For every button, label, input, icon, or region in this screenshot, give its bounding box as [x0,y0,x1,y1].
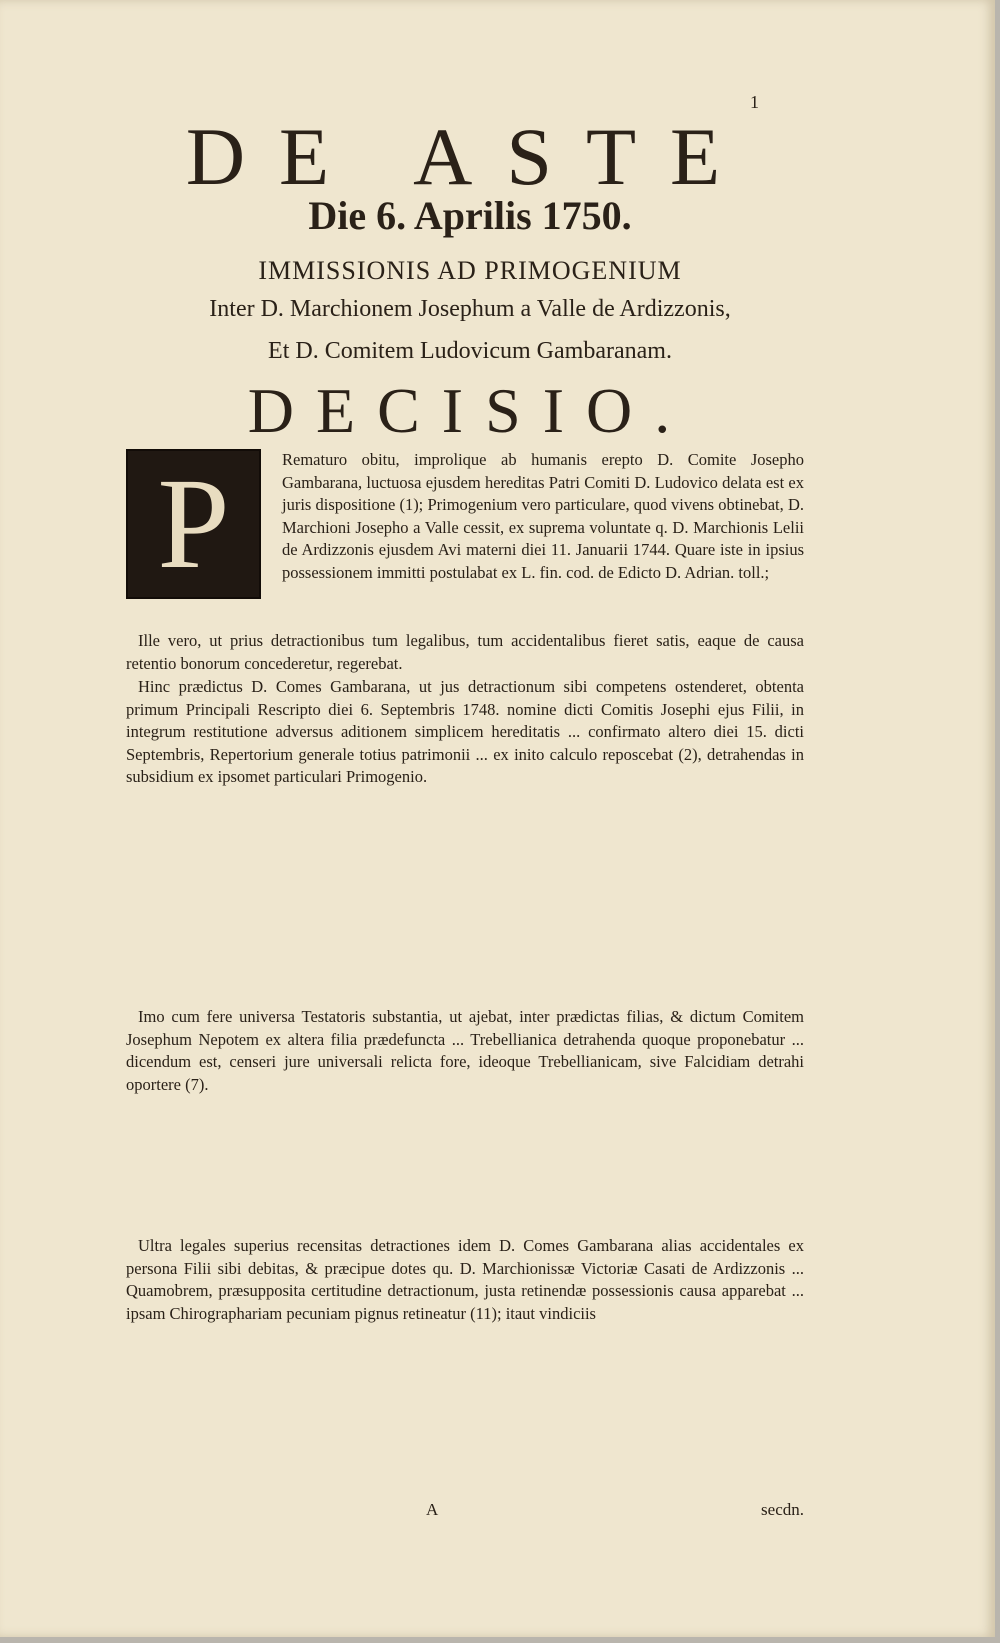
party-line-1: Inter D. Marchionem Josephum a Valle de Ardizzonis, [209,296,731,322]
party-line-2: Et D. Comitem Ludovicum Gambaranam. [268,338,672,364]
date-line: Die 6. Aprilis 1750. [308,193,632,238]
paragraph-3: Hinc prædictus D. Comes Gambarana, ut jus detractionum sibi competens ostenderet, obtenta primum Principali Rescripto diei 6. Septembris 1748. nomine dicti Comitis Josephi ejus Filii, in integrum restitutione adversus aditionem simplicem hereditatis ... confirmato altero diei 15. dicti Septembris, Repertorium generale totius patrimonii ... ex inito calculo reposcebat (2), detrahendas in subsidium ex ipsomet particulari Primogenio. [126,677,804,787]
decorated-initial [126,449,261,599]
paragraph-5: Ultra legales superius recensitas detractiones idem D. Comes Gambarana alias accidentales ex persona Filii sibi debitas, & præcipue dotes qu. D. Marchionissæ Victoriæ Casati de Ardizzonis ... Quamobrem, præsupposita certitudine detractionum, justa retinendæ possessionis causa apparebat ... ipsam Chirographariam pecuniam pignus retineatur (11); itaut vindiciis [126,1236,804,1323]
paragraph-1: Rematuro obitu, improlique ab humanis erepto D. Comite Josepho Gambarana, luctuosa ejusdem hereditas Patri Comiti D. Ludovico delata est ex juris dispositione (1); Primogenium vero particulare, quod vivens obtinebat, D. Marchioni Josepho a Valle cessit, ex suprema voluntate q. D. Marchionis Lelii de Ardizzonis ejusdem Avi materni diei 11. Januarii 1744. Quare iste in ipsius possessionem immitti postulabat ex L. fin. cod. de Edicto D. Adrian. toll.; [282,450,804,582]
case-heading: IMMISSIONIS AD PRIMOGENIUM [258,256,682,285]
paragraph-2: Ille vero, ut prius detractionibus tum legalibus, tum accidentalibus fieret satis, eaque de causa retentio bonorum concederetur, regerebat. [126,631,804,673]
page-title: DE ASTE [185,111,755,202]
page-number: 1 [750,92,759,112]
decisio-heading: DECISIO. [247,375,693,446]
paragraph-4: Imo cum fere universa Testatoris substantia, ut ajebat, inter prædictas filias, & dictum Comitem Josephum Nepotem ex altera filia prædefuncta ... Trebellianica detrahenda quoque proponebatur ... dicendum est, censeri jure universali relicta fore, ideoque Trebellianicam, sive Falcidiam detrahi oportere (7). [126,1007,804,1094]
signature-mark: A [426,1500,439,1519]
catchword: secdn. [761,1500,804,1519]
initial-letter: P [157,452,230,596]
